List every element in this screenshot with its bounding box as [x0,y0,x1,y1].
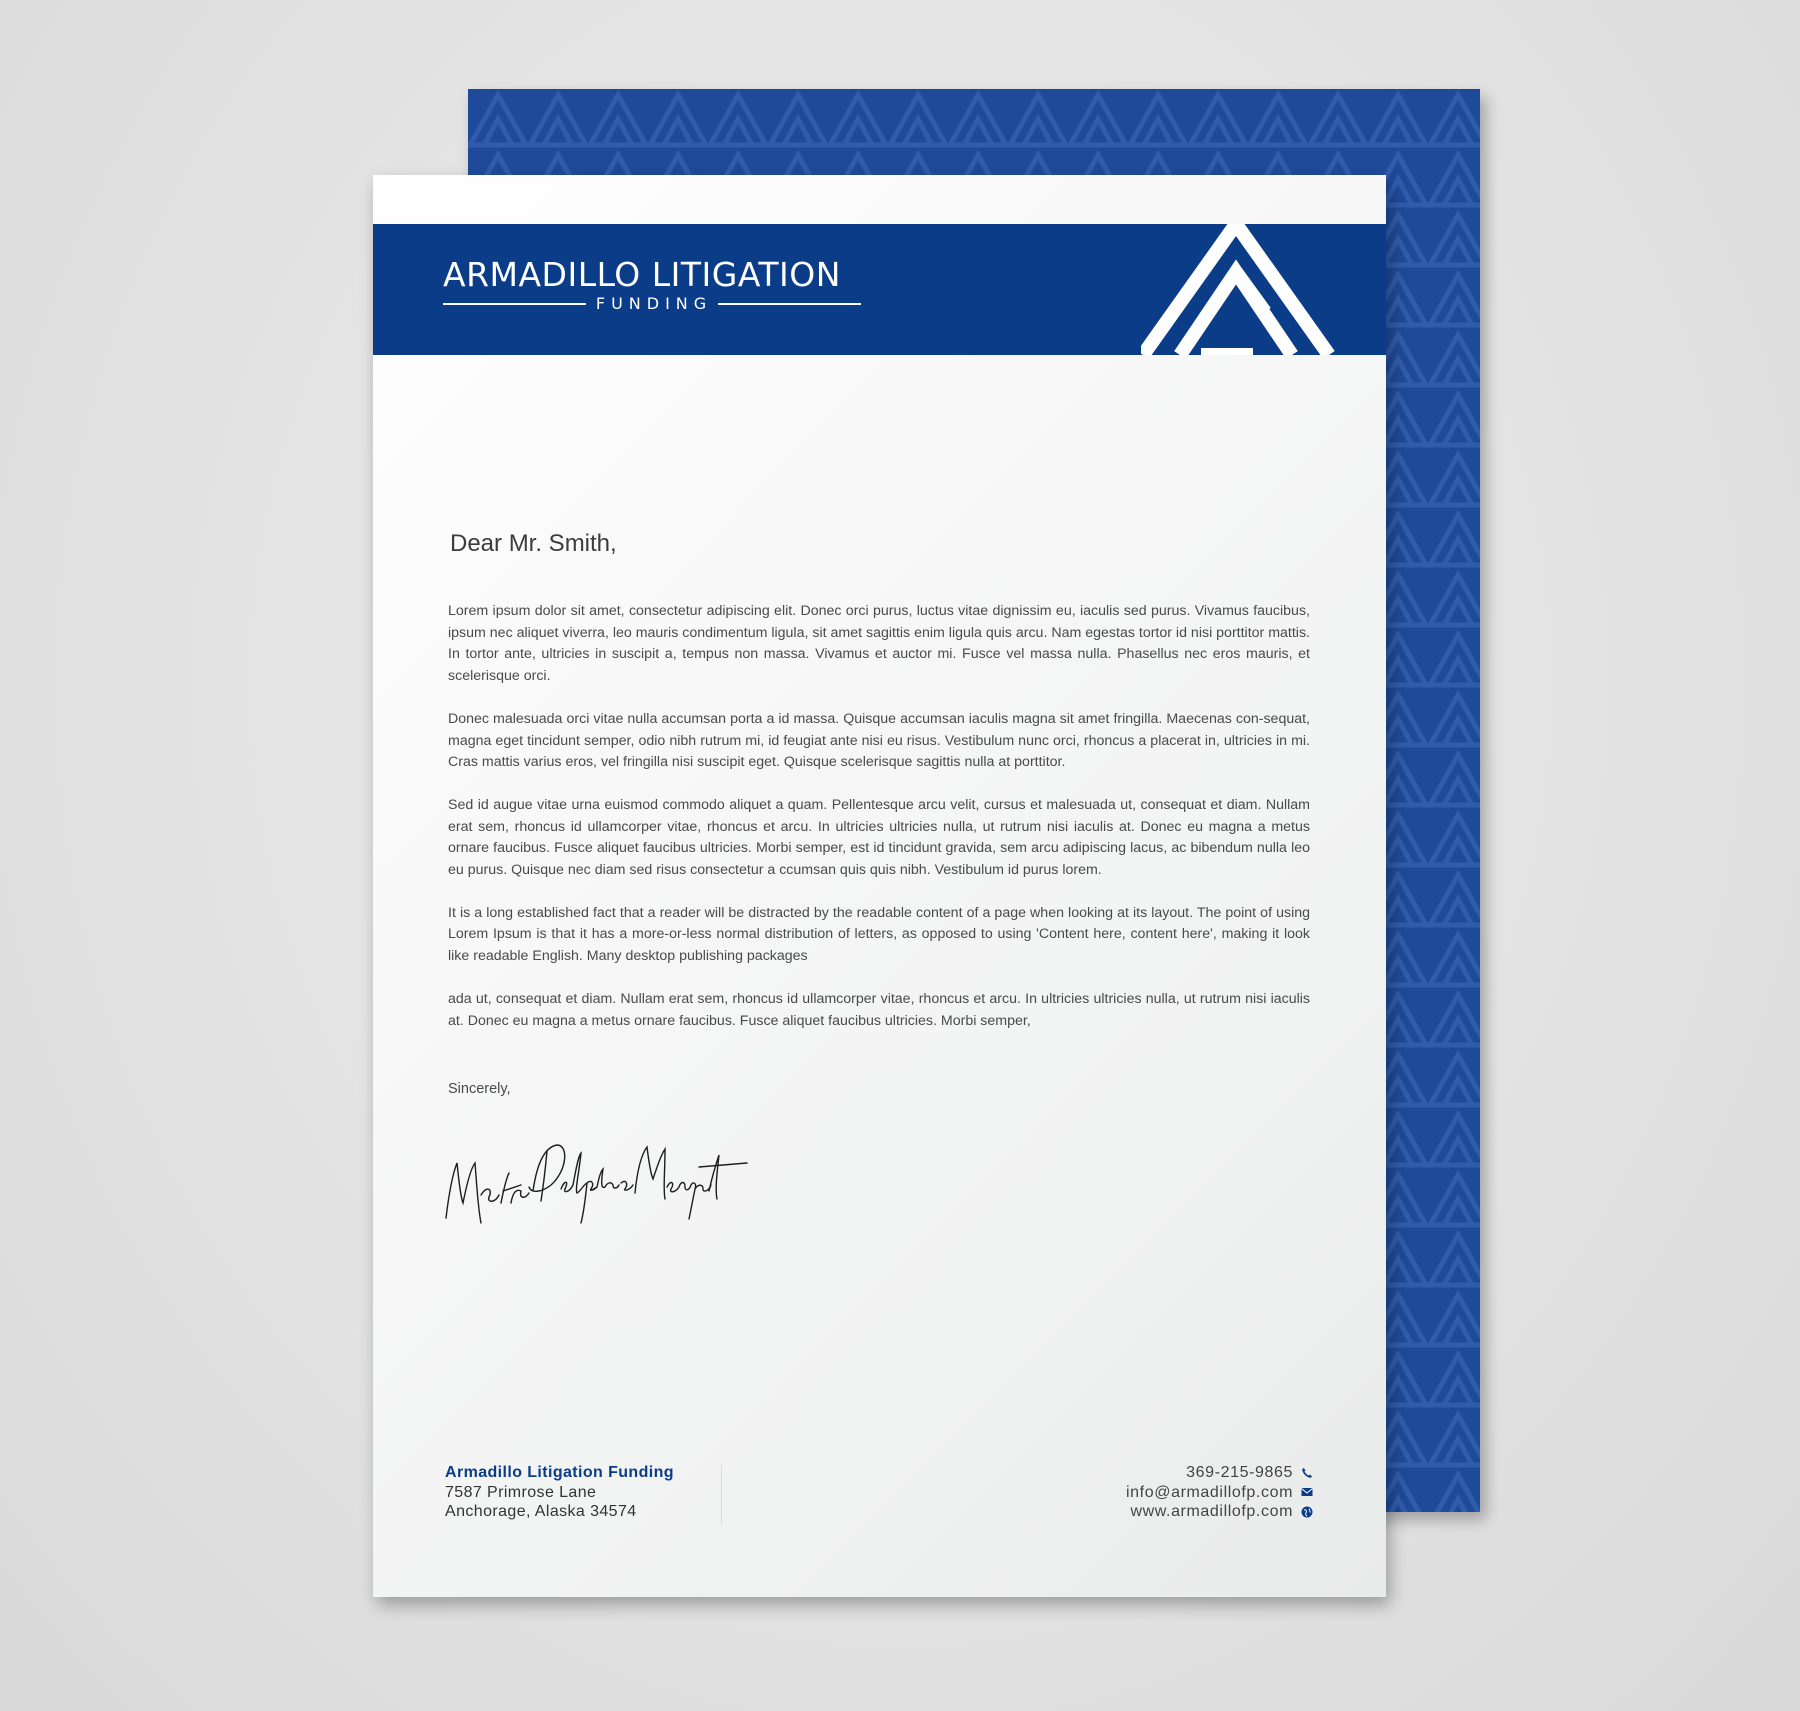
letterhead-page [373,175,1386,1597]
paragraph: It is a long established fact that a reader will be distracted by the readable content of a page when looking at its layout. The point of using Lorem Ipsum is that it has a more-or-less normal distribution of letters, as opposed to using 'Content here, content here', making it look like readable English. Many desktop publishing packages [448,904,1310,965]
footer-address-line1: 7587 Primrose Lane [445,1483,597,1501]
mail-icon [1301,1486,1313,1498]
footer-company-name: Armadillo Litigation Funding [445,1464,674,1481]
phone-icon [1301,1467,1313,1479]
handwritten-signature [441,1133,751,1243]
triangle-logo-icon [1141,224,1386,355]
closing: Sincerely, [448,1081,511,1097]
header-band [373,224,1386,355]
footer-contact [1126,1463,1313,1522]
contact-website-line [1126,1502,1313,1522]
phone-number[interactable]: 369-215-9865 [1186,1464,1293,1481]
letter-body [448,530,1310,1053]
footer-address-line2: Anchorage, Alaska 34574 [445,1503,637,1520]
paragraph: ada ut, consequat et diam. Nullam erat sem, rhoncus id ullamcorper vitae, rhoncus et arcu. In ultricies ultricies nulla, ut rutrum nisi iaculis at. Donec eu magna a metus ornare faucibus. Fusce aliquet faucibus ultricies. Morbi semper, [448,990,1310,1029]
salutation: Dear Mr. Smith, [450,530,617,557]
footer-divider [721,1465,722,1525]
paragraph: Lorem ipsum dolor sit amet, consectetur adipiscing elit. Donec orci purus, luctus vitae dignissim eu, iaculis sed purus. Vivamus faucibus, ipsum nec aliquet viverra, leo mauris condimentum ligula, sit amet sagittis enim ligula quis arcu. Nam egestas tortor id nisi porttitor mattis. In tortor ante, ultricies in suscipit a, tempus non massa. Vivamus et auctor mi. Fusce vel massa nulla. Phasellus nec eros mauris, et scelerisque orci. [448,603,1310,685]
contact-email-line [1126,1483,1313,1503]
email-address[interactable]: info@armadillofp.com [1126,1483,1293,1501]
brand-rule-left [443,303,586,305]
brand-rule-right [718,303,861,305]
footer-address [445,1463,674,1522]
contact-phone-line [1126,1463,1313,1483]
paragraph: Donec malesuada orci vitae nulla accumsan porta a id massa. Quisque accumsan iaculis magna sit amet fringilla. Maecenas con-sequat, magna eget tincidunt semper, odio nibh rutrum mi, id feugiat ante nisi eu risus. Vestibulum nunc orci, rhoncus a placerat in, ultricies in mi. Cras mattis varius eros, vel fringilla nisi suscipit eget. Quisque scelerisque sagittis nulla at porttitor. [448,710,1310,771]
brand-subtitle-row [443,295,861,313]
globe-icon [1301,1506,1313,1518]
brand-subtitle: FUNDING [595,294,713,313]
website-url[interactable]: www.armadillofp.com [1130,1503,1293,1520]
brand-name: ARMADILLO LITIGATION [443,255,841,294]
paragraph: Sed id augue vitae urna euismod commodo aliquet a quam. Pellentesque arcu velit, cursus et malesuada ut, consequat et diam. Nullam erat sem, rhoncus id ullamcorper vitae, rhoncus et arcu. In ultricies ultricies nulla, ut rutrum nisi iaculis at. Donec eu magna a metus ornare faucibus. Fusce aliquet faucibus ultricies. Morbi semper, est id tincidunt gravida, sem arcu adipiscing lacus, ac bibendum nulla leo eu purus. Quisque nec diam sed risus consectetur a ccumsan quis quis nibh. Vestibulum id purus lorem. [448,796,1310,879]
brand-logo [443,257,863,313]
